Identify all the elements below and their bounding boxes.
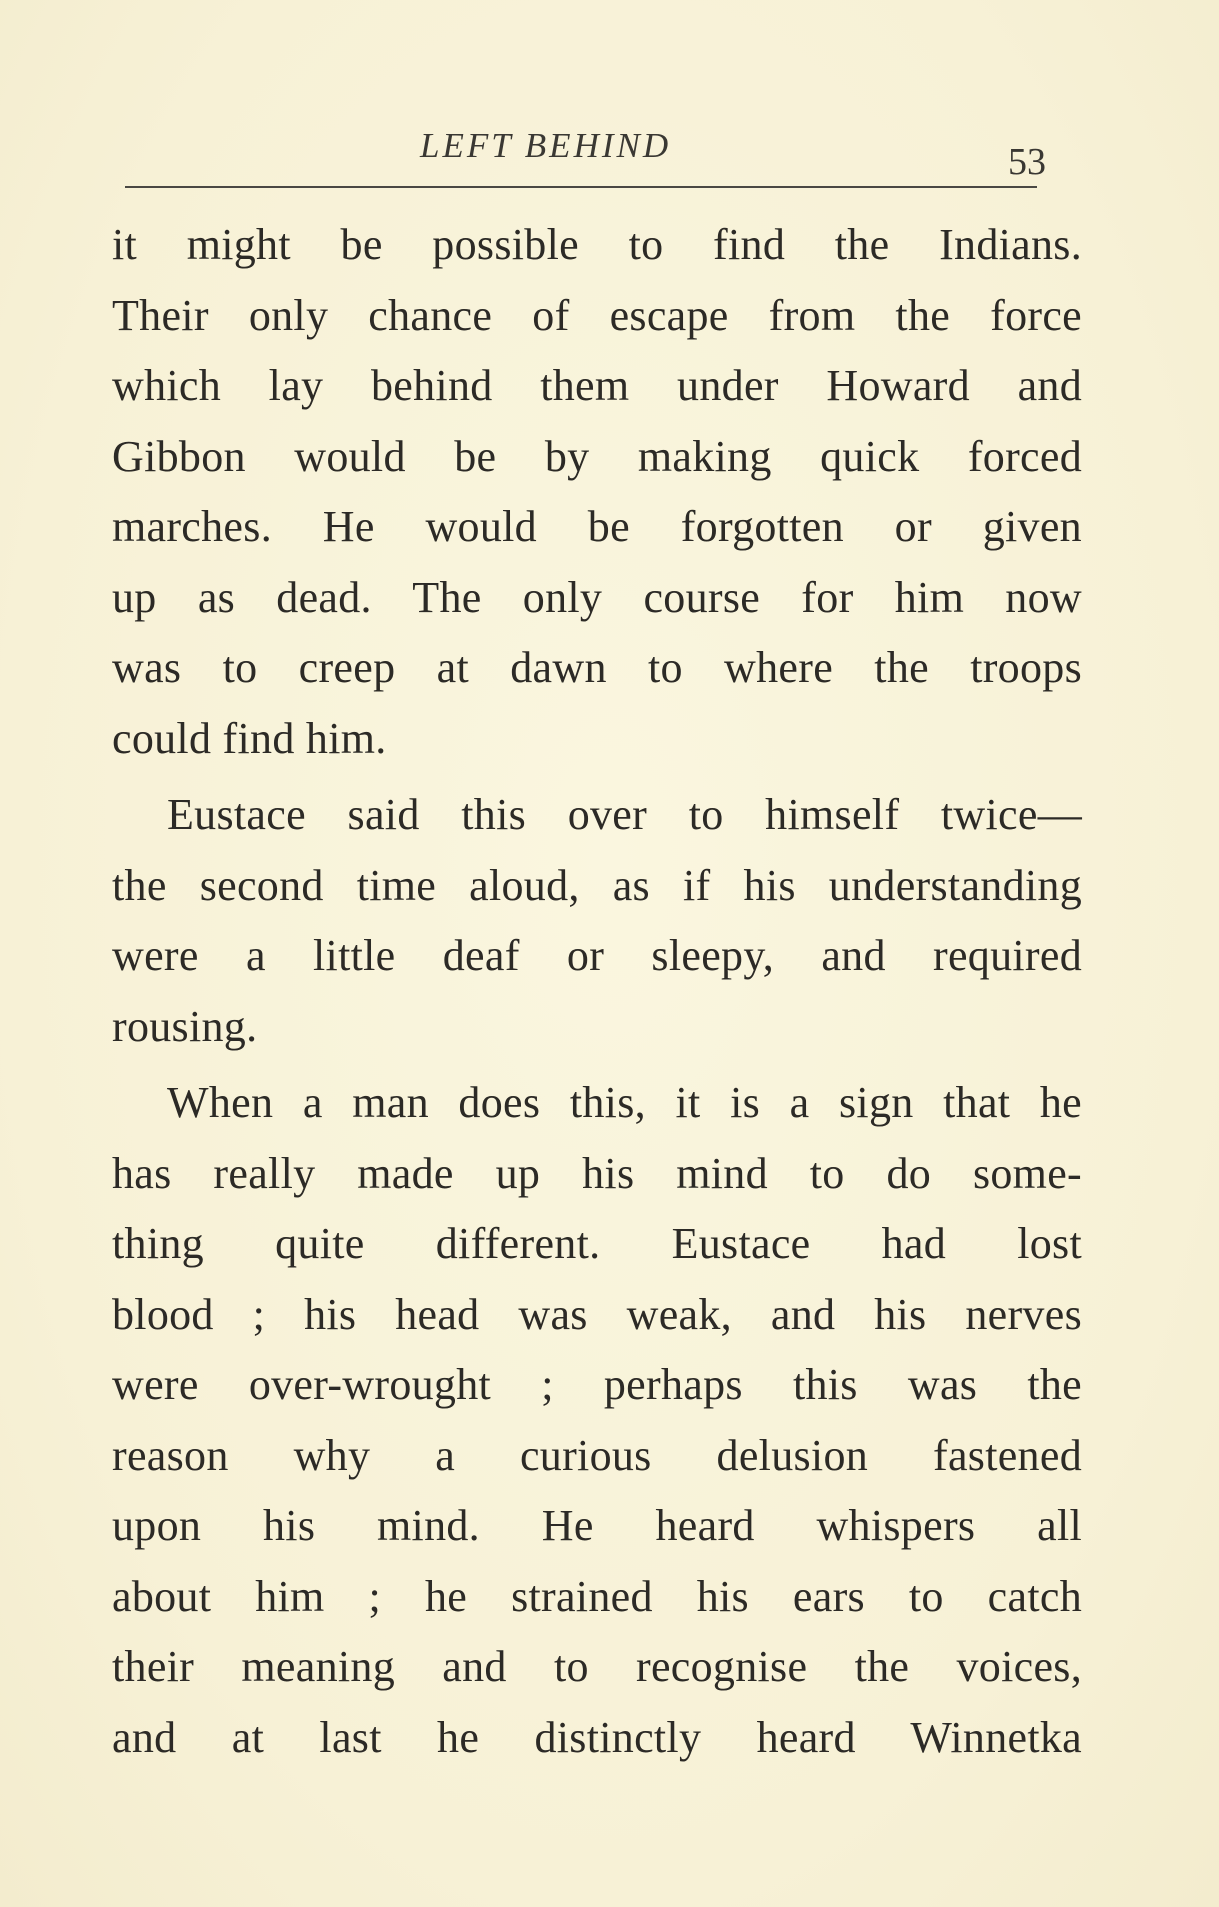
text-line: was to creep at dawn to where the troops [112, 643, 1082, 692]
text-line: could find him. [112, 713, 387, 763]
paragraph [112, 210, 1082, 774]
text-line: When a man does this, it is a sign that he [167, 1078, 1082, 1127]
text-line: the second time aloud, as if his understanding [112, 860, 1082, 910]
text-line: reason why a curious delusion fastened [112, 1430, 1082, 1480]
text-line: Eustace said this over to himself twice— [167, 790, 1082, 839]
body-text [112, 210, 1082, 1779]
text-line: upon his mind. He heard whispers all [112, 1501, 1082, 1550]
text-line: and at last he distinctly heard Winnetka [112, 1712, 1082, 1762]
text-line: has really made up his mind to do some- [112, 1148, 1082, 1198]
text-line: it might be possible to find the Indians. [112, 220, 1082, 269]
text-line: their meaning and to recognise the voices, [112, 1642, 1082, 1691]
paragraph [112, 780, 1082, 1062]
text-line: Gibbon would be by making quick forced [112, 431, 1082, 481]
header-rule [125, 186, 1037, 188]
text-line: up as dead. The only course for him now [112, 572, 1082, 622]
text-line: blood ; his head was weak, and his nerves [112, 1289, 1082, 1339]
text-line: rousing. [112, 1001, 258, 1051]
text-line: marches. He would be forgotten or given [112, 502, 1082, 551]
page-number: 53 [1008, 141, 1046, 183]
paragraph [112, 1068, 1082, 1773]
text-line: were a little deaf or sleepy, and required [112, 931, 1082, 980]
text-line: were over-wrought ; perhaps this was the [112, 1360, 1082, 1409]
text-line: about him ; he strained his ears to catch [112, 1571, 1082, 1621]
text-line: thing quite different. Eustace had lost [112, 1219, 1082, 1268]
text-line: which lay behind them under Howard and [112, 361, 1082, 410]
running-title: LEFT BEHIND [420, 126, 672, 165]
text-line: Their only chance of escape from the force [112, 290, 1082, 340]
